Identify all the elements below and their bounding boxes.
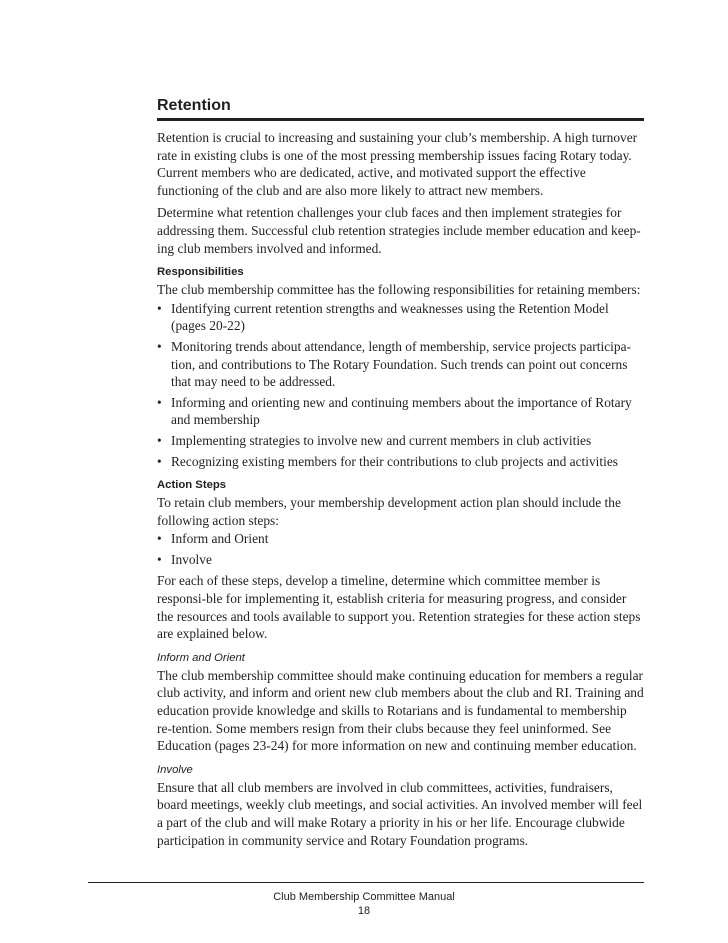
- list-item-text: Involve: [171, 551, 212, 567]
- list-item: [157, 300, 644, 335]
- action-steps-list: [157, 530, 644, 568]
- title-rule: [157, 118, 644, 121]
- bullet-icon: •: [157, 531, 162, 547]
- action-steps-follow: For each of these steps, develop a timeline, determine which committee member is responsi-ble for implementing it, establish criteria for measuring progress, and consider the resources and tools available to support you. Retention strategies for these action steps are explained below.: [157, 573, 641, 642]
- page-number: 18: [357, 905, 371, 917]
- inform-orient-heading: Inform and Orient: [157, 651, 245, 664]
- action-steps-lead: To retain club members, your membership development action plan should include the following action steps:: [157, 495, 621, 528]
- bullet-icon: •: [157, 453, 162, 469]
- page-content: [157, 96, 644, 854]
- involve-heading: Involve: [157, 763, 193, 776]
- list-item-text: Identifying current retention strengths and weaknesses using the Retention Model (pages 20-22): [171, 300, 609, 334]
- page-footer: [0, 890, 728, 918]
- bullet-icon: •: [157, 300, 162, 316]
- footer-title: Club Membership Committee Manual: [273, 891, 455, 903]
- footer-rule: [88, 882, 644, 883]
- responsibilities-lead: The club membership committee has the following responsibilities for retaining members:: [157, 282, 641, 298]
- bullet-icon: •: [157, 338, 162, 354]
- list-item-text: Recognizing existing members for their contributions to club projects and activities: [171, 453, 618, 469]
- section-title: Retention: [157, 97, 231, 114]
- list-item-text: Inform and Orient: [171, 531, 269, 547]
- bullet-icon: •: [157, 394, 162, 410]
- action-steps-heading: Action Steps: [157, 479, 227, 492]
- intro-paragraph: Retention is crucial to increasing and sustaining your club’s membership. A high turnover rate in existing clubs is one of the most pressing membership issues facing Rotary today. Current members who are dedicated, active, and motivated support the effective functioning of the club and are also more likely to attract new members.: [157, 130, 638, 198]
- inform-orient-paragraph: The club membership committee should make continuing education for members a regular club activity, and inform and orient new club members about the club and RI. Training and education provide knowledge and skills to Rotarians and is fundamental to membership re-tention. Some members resign from their clubs because they feel uninformed. See Education (pages 23-24) for more information on new and continuing member education.: [157, 667, 644, 754]
- bullet-icon: •: [157, 432, 162, 448]
- list-item: [157, 551, 644, 569]
- list-item-text: Implementing strategies to involve new and current members in club activities: [171, 432, 592, 448]
- list-item: [157, 453, 644, 471]
- list-item-text: Informing and orienting new and continuing members about the importance of Rotary and membership: [171, 394, 632, 428]
- list-item: [157, 338, 644, 391]
- responsibilities-heading: Responsibilities: [157, 266, 244, 279]
- list-item: [157, 530, 644, 548]
- intro-paragraph: Determine what retention challenges your club faces and then implement strategies for addressing them. Successful club retention strategies include member education and keep-ing club members involved and informed.: [157, 205, 641, 256]
- list-item: [157, 394, 644, 429]
- bullet-icon: •: [157, 551, 162, 567]
- list-item-text: Monitoring trends about attendance, length of membership, service projects participa-tion, and contributions to The Rotary Foundation. Such trends can point out concerns that may need to be addressed.: [171, 338, 631, 390]
- involve-paragraph: Ensure that all club members are involved in club committees, activities, fundraisers, board meetings, weekly club meetings, and social activities. An involved member will feel a part of the club and will make Rotary a priority in his or her life. Encourage clubwide participation in community service and Rotary Foundation programs.: [157, 779, 643, 848]
- responsibilities-list: [157, 300, 644, 470]
- list-item: [157, 432, 644, 450]
